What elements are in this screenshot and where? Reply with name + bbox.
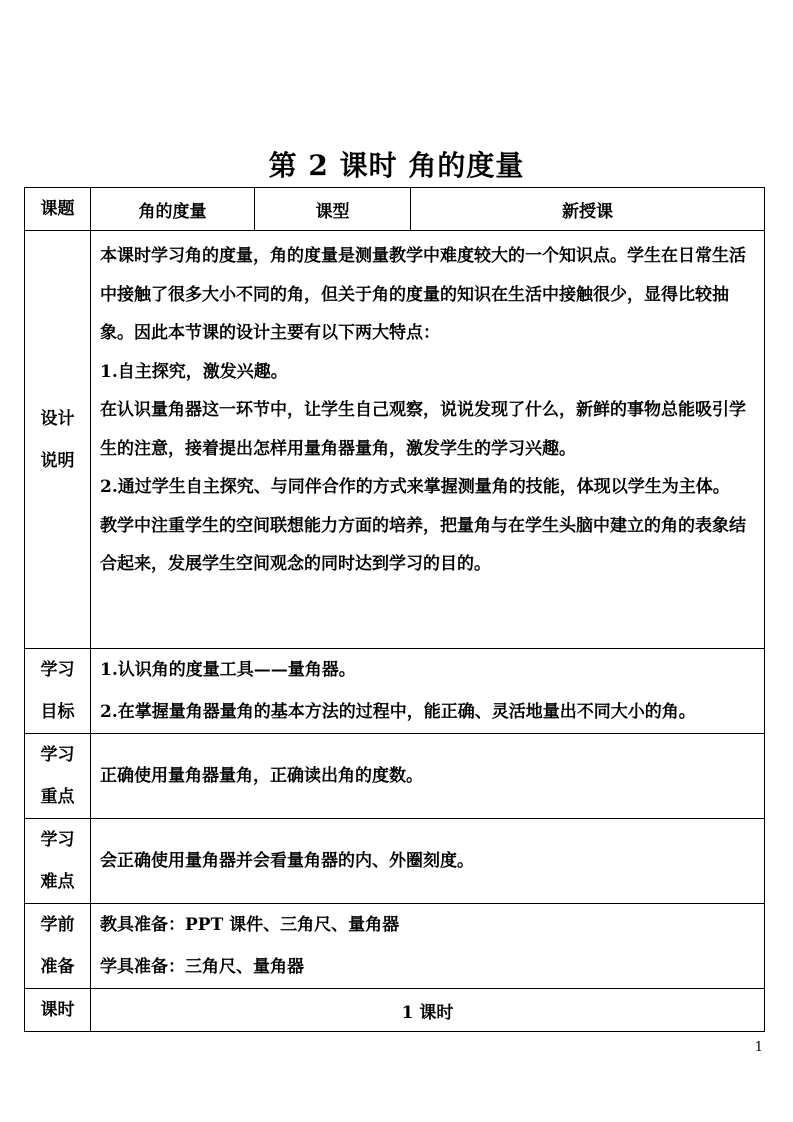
- topic-label: 课题: [25, 188, 91, 231]
- keypoints-label-line-2: 重点: [40, 787, 75, 807]
- goals-row: [25, 649, 765, 734]
- design-paragraph: 教学中注重学生的空间联想能力方面的培养，把量角与在学生头脑中建立的角的表象结合起来，发展学生空间观念的同时达到学习的目的。: [100, 515, 746, 574]
- preparation-item: 教具准备：PPT 课件、三角尺、量角器: [100, 915, 400, 935]
- design-paragraph: 2.通过学生自主探究、与同伴合作的方式来掌握测量角的技能，体现以学生为主体。: [100, 477, 730, 497]
- keypoints-text: 正确使用量角器量角，正确读出角的度数。: [100, 765, 423, 786]
- difficulties-label-line-1: 学习: [40, 830, 75, 850]
- goals-label: [25, 649, 91, 734]
- preparation-row: [25, 904, 765, 989]
- header-row: [25, 188, 765, 231]
- preparation-label: [25, 904, 91, 989]
- design-label: [25, 231, 91, 649]
- page-number: 1: [754, 1040, 763, 1055]
- preparation-content: [91, 904, 765, 989]
- lesson-plan-table: [24, 187, 765, 1032]
- keypoints-label: [25, 734, 91, 819]
- difficulties-label: [25, 819, 91, 904]
- difficulties-content: [91, 819, 765, 904]
- type-label: 课型: [255, 188, 411, 231]
- design-paragraph: 在认识量角器这一环节中，让学生自己观察，说说发现了什么，新鲜的事物总能吸引学生的注意，接着提出怎样用量角器量角，激发学生的学习兴趣。: [100, 400, 746, 459]
- design-row: [25, 231, 765, 649]
- period-value: 1 课时: [91, 989, 765, 1032]
- design-content: [91, 231, 765, 649]
- page-title: 第 2 课时 角的度量: [268, 149, 525, 182]
- period-label: 课时: [25, 989, 91, 1032]
- difficulties-row: [25, 819, 765, 904]
- keypoints-content: [91, 734, 765, 819]
- type-value: 新授课: [411, 188, 765, 231]
- preparation-label-line-2: 准备: [40, 957, 75, 977]
- goals-content: [91, 649, 765, 734]
- difficulties-label-line-2: 难点: [40, 872, 75, 892]
- goals-label-line-2: 目标: [40, 702, 75, 722]
- preparation-item: 学具准备：三角尺、量角器: [100, 957, 304, 977]
- design-paragraph: 1.自主探究，激发兴趣。: [100, 361, 288, 382]
- design-label-line-2: 说明: [40, 450, 75, 471]
- keypoints-label-line-1: 学习: [40, 745, 75, 765]
- goals-label-line-1: 学习: [40, 660, 75, 680]
- keypoints-row: [25, 734, 765, 819]
- difficulties-text: 会正确使用量角器并会看量角器的内、外圈刻度。: [100, 850, 474, 871]
- goal-item: 1.认识角的度量工具——量角器。: [100, 660, 356, 680]
- goal-item: 2.在掌握量角器量角的基本方法的过程中，能正确、灵活地量出不同大小的角。: [100, 702, 696, 722]
- design-label-line-1: 设计: [40, 408, 75, 429]
- design-paragraph: 本课时学习角的度量，角的度量是测量教学中难度较大的一个知识点。学生在日常生活中接触了很多大小不同的角，但关于角的度量的知识在生活中接触很少，显得比较抽象。因此本节课的设计主要有以下两大特点：: [100, 246, 746, 343]
- preparation-label-line-1: 学前: [40, 915, 75, 935]
- topic-value: 角的度量: [91, 188, 255, 231]
- period-row: [25, 989, 765, 1032]
